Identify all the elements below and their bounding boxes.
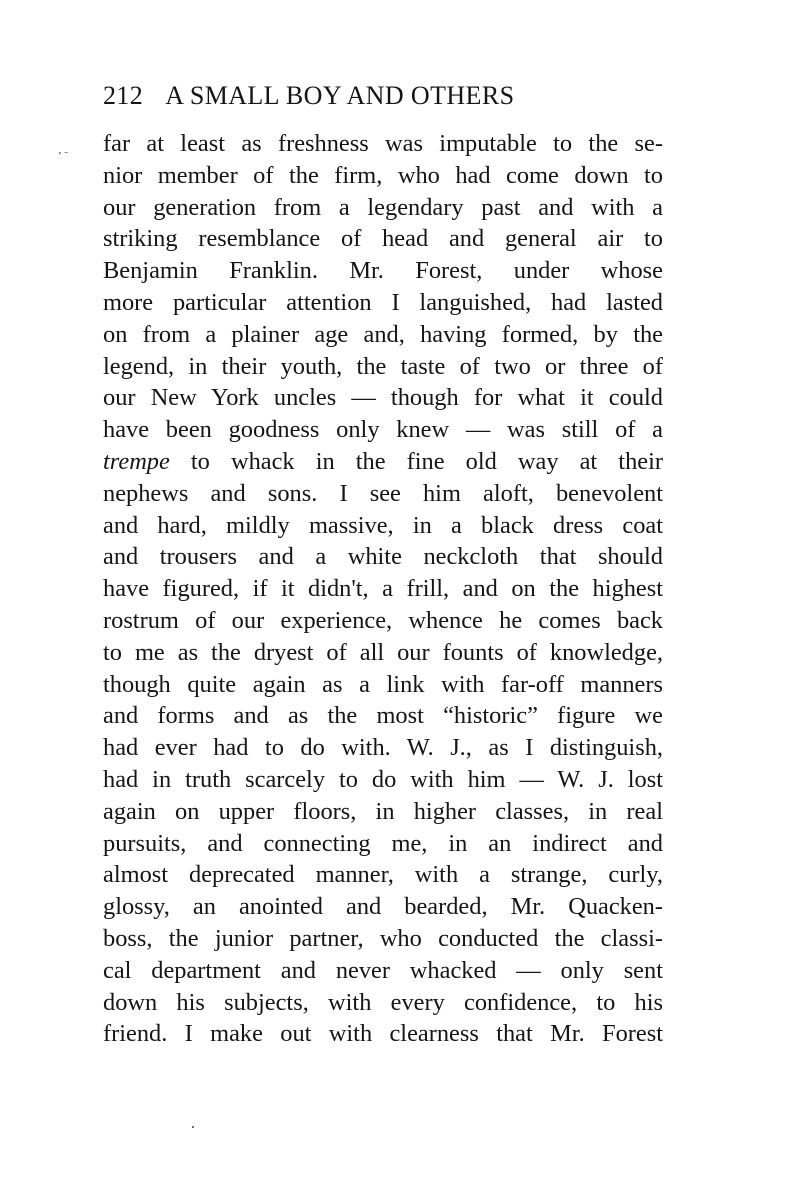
text-line <box>103 732 663 764</box>
text-line <box>103 764 663 796</box>
text-line <box>103 605 663 637</box>
running-head <box>103 80 514 112</box>
line-text: nior member of the firm, who had come down to <box>103 161 663 189</box>
body-text <box>103 128 663 1050</box>
line-text: down his subjects, with every confidence, to his <box>103 988 663 1016</box>
text-line <box>103 478 663 510</box>
page-number: 212 <box>103 81 144 110</box>
text-line <box>103 923 663 955</box>
line-text: Benjamin Franklin. Mr. Forest, under whose <box>103 257 663 285</box>
line-text: boss, the junior partner, who conducted the classi- <box>103 924 663 952</box>
ink-dot <box>192 1126 194 1128</box>
line-text: striking resemblance of head and general air to <box>103 225 663 253</box>
text-line <box>103 255 663 287</box>
text-line <box>103 796 663 828</box>
line-text: had ever had to do with. W. J., as I distinguish, <box>103 734 663 762</box>
margin-speck: ʼ ˉ <box>58 150 69 162</box>
line-text: friend. I make out with clearness that Mr. Forest <box>103 1020 663 1048</box>
text-line <box>103 319 663 351</box>
line-text: on from a plainer age and, having formed, by the <box>103 320 663 348</box>
text-line <box>103 287 663 319</box>
line-text: pursuits, and connecting me, in an indirect and <box>103 829 663 857</box>
line-text: and trousers and a white neckcloth that should <box>103 543 663 571</box>
text-line <box>103 510 663 542</box>
text-line <box>103 446 663 478</box>
line-text: nephews and sons. I see him aloft, benevolent <box>103 479 663 507</box>
line-text: to me as the dryest of all our founts of knowledge, <box>103 638 663 666</box>
text-line <box>103 700 663 732</box>
line-text: have figured, if it didn't, a frill, and on the highest <box>103 575 663 603</box>
text-line <box>103 1018 663 1050</box>
line-text: almost deprecated manner, with a strange, curly, <box>103 861 663 889</box>
text-line <box>103 192 663 224</box>
line-text: more particular attention I languished, had lasted <box>103 288 663 316</box>
text-line <box>103 223 663 255</box>
line-text: glossy, an anointed and bearded, Mr. Quacken- <box>103 893 663 921</box>
text-line <box>103 541 663 573</box>
line-text: though quite again as a link with far-off manners <box>103 670 663 698</box>
text-line <box>103 891 663 923</box>
text-line <box>103 351 663 383</box>
text-line <box>103 414 663 446</box>
line-text: and hard, mildly massive, in a black dress coat <box>103 511 663 539</box>
text-line <box>103 955 663 987</box>
text-line <box>103 637 663 669</box>
text-line <box>103 128 663 160</box>
text-line <box>103 382 663 414</box>
line-text: had in truth scarcely to do with him — W. J. lost <box>103 765 663 793</box>
line-text: again on upper floors, in higher classes, in real <box>103 797 663 825</box>
line-text: far at least as freshness was imputable to the se- <box>103 130 663 157</box>
line-text: cal department and never whacked — only sent <box>103 956 663 984</box>
book-title: A SMALL BOY AND OTHERS <box>165 81 515 110</box>
text-line <box>103 573 663 605</box>
text-line <box>103 669 663 701</box>
text-line <box>103 160 663 192</box>
text-line <box>103 987 663 1019</box>
line-text: legend, in their youth, the taste of two or three of <box>103 352 663 380</box>
italic-word: trempe <box>103 447 170 475</box>
line-text: our New York uncles — though for what it could <box>103 384 663 412</box>
line-text: our generation from a legendary past and with a <box>103 193 663 221</box>
text-line <box>103 859 663 891</box>
line-text: rostrum of our experience, whence he comes back <box>103 606 663 634</box>
text-line <box>103 828 663 860</box>
line-text: and forms and as the most “historic” figure we <box>103 702 663 730</box>
line-text: have been goodness only knew — was still of a <box>103 416 663 444</box>
line-text: to whack in the fine old way at their <box>169 447 663 475</box>
